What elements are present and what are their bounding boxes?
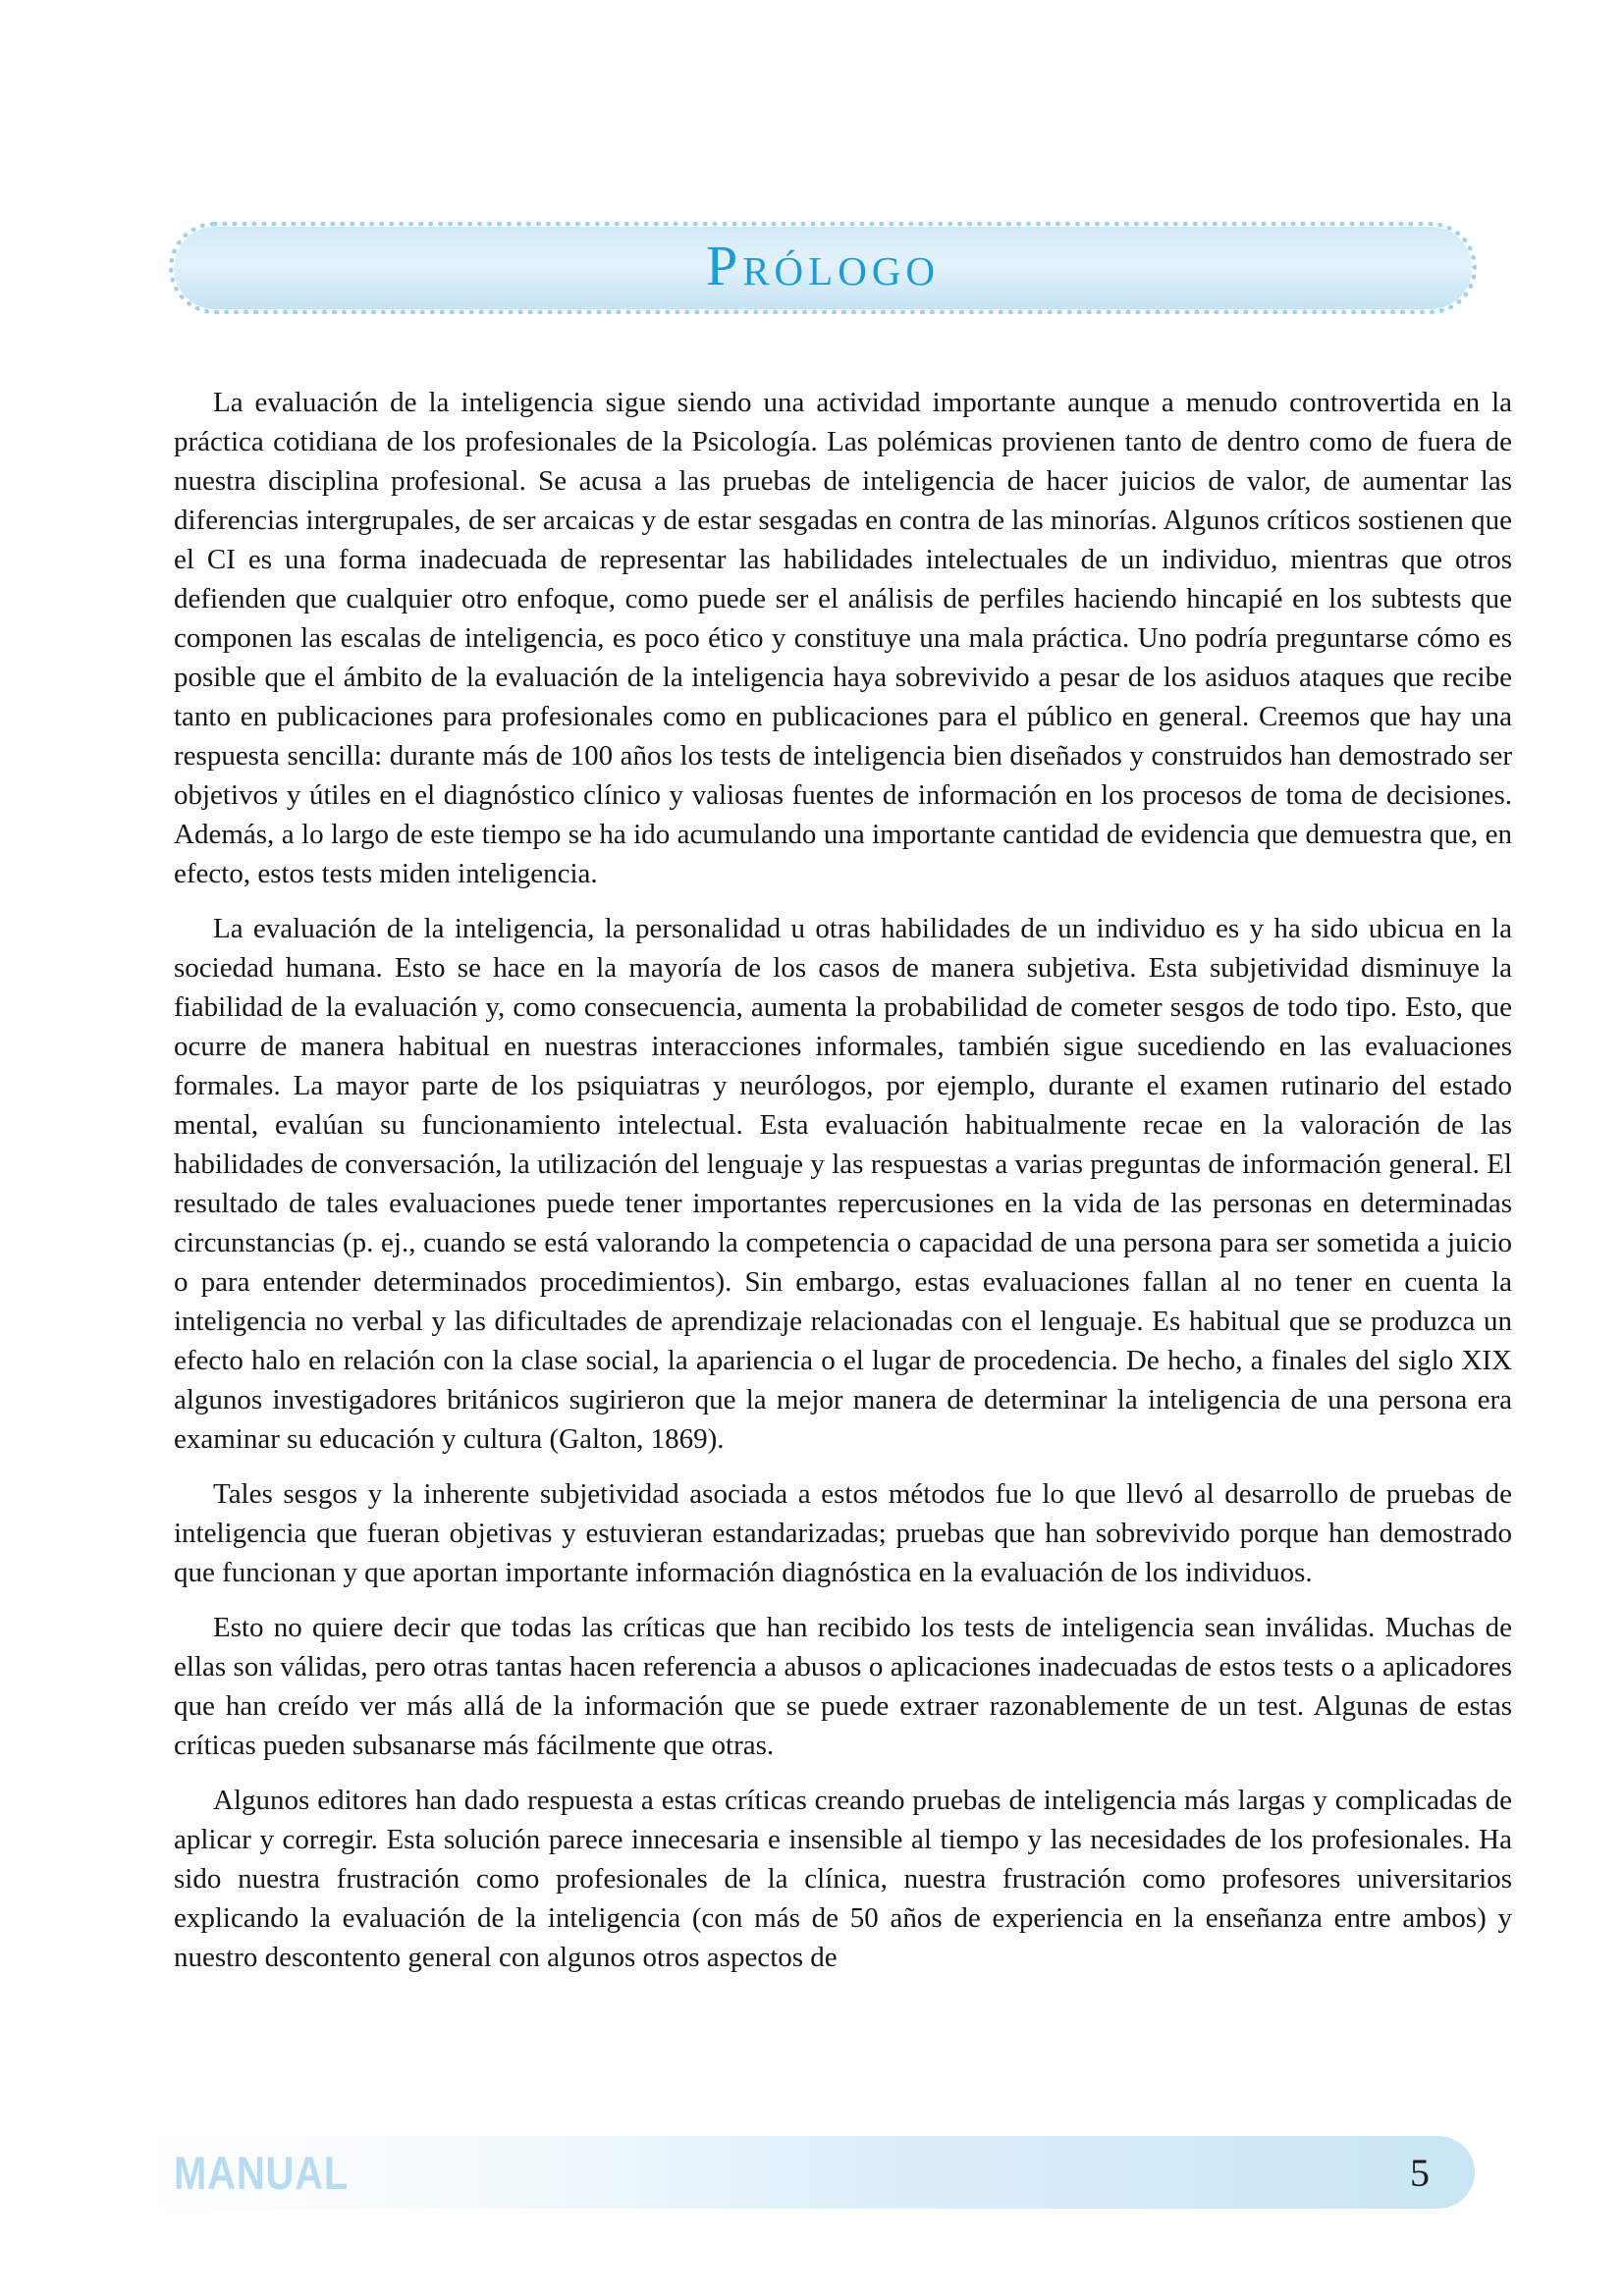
paragraph: Algunos editores han dado respuesta a estas críticas creando pruebas de inteligencia más largas y complicadas de aplicar y corregir. Esta solución parece innecesaria e insensible al tiempo y las necesidades de los profesionales. Ha sido nuestra frustración como profesionales de la clínica, nuestra frustración como profesores universitarios explicando la evaluación de la inteligencia (con más de 50 años de experiencia en la enseñanza entre ambos) y nuestro descontento general con algunos otros aspectos de [174,1785,1512,1973]
paragraph: Tales sesgos y la inherente subjetividad asociada a estos métodos fue lo que llevó al desarrollo de pruebas de inteligencia que fueran objetivas y estuvieran estandarizadas; pruebas que han sobrevivido porque han demostrado que funcionan y que aportan importante información diagnóstica en la evaluación de los individuos. [174,1478,1512,1588]
page-title: Prólogo [705,234,941,297]
chapter-header-banner [169,222,1477,314]
footer-bar [137,2136,1475,2209]
body-text [174,383,1512,1993]
paragraph: La evaluación de la inteligencia sigue siendo una actividad importante aunque a menudo controvertida en la práctica cotidiana de los profesionales de la Psicología. Las polémicas provienen tanto de dentro como de fuera de nuestra disciplina profesional. Se acusa a las pruebas de inteligencia de hacer juicios de valor, de aumentar las diferencias intergrupales, de ser arcaicas y de estar sesgadas en contra de las minorías. Algunos críticos sostienen que el CI es una forma inadecuada de representar las habilidades intelectuales de un individuo, mientras que otros defienden que cualquier otro enfoque, como puede ser el análisis de perfiles haciendo hincapié en los subtests que componen las escalas de inteligencia, es poco ético y constituye una mala práctica. Uno podría preguntarse cómo es posible que el ámbito de la evaluación de la inteligencia haya sobrevivido a pesar de los asiduos ataques que recibe tanto en publicaciones para profesionales como en publicaciones para el público en general. Creemos que hay una respuesta sencilla: durante más de 100 años los tests de inteligencia bien diseñados y construidos han demostrado ser objetivos y útiles en el diagnóstico clínico y valiosas fuentes de información en los procesos de toma de decisiones. Además, a lo largo de este tiempo se ha ido acumulando una importante cantidad de evidencia que demuestra que, en efecto, estos tests miden inteligencia. [174,387,1512,889]
page-number: 5 [1410,2150,1430,2195]
paragraph: Esto no quiere decir que todas las críticas que han recibido los tests de inteligencia sean inválidas. Muchas de ellas son válidas, pero otras tantas hacen referencia a abusos o aplicaciones inadecuadas de estos tests o a aplicadores que han creído ver más allá de la información que se puede extraer razonablemente de un test. Algunas de estas críticas pueden subsanarse más fácilmente que otras. [174,1612,1512,1761]
paragraph: La evaluación de la inteligencia, la personalidad u otras habilidades de un individuo es y ha sido ubicua en la sociedad humana. Esto se hace en la mayoría de los casos de manera subjetiva. Esta subjetividad disminuye la fiabilidad de la evaluación y, como consecuencia, aumenta la probabilidad de cometer sesgos de todo tipo. Esto, que ocurre de manera habitual en nuestras interacciones informales, también sigue sucediendo en las evaluaciones formales. La mayor parte de los psiquiatras y neurólogos, por ejemplo, durante el examen rutinario del estado mental, evalúan su funcionamiento intelectual. Esta evaluación habitualmente recae en la valoración de las habilidades de conversación, la utilización del lenguaje y las respuestas a varias preguntas de información general. El resultado de tales evaluaciones puede tener importantes repercusiones en la vida de las personas en determinadas circunstancias (p. ej., cuando se está valorando la competencia o capacidad de una persona para ser sometida a juicio o para entender determinados procedimientos). Sin embargo, estas evaluaciones fallan al no tener en cuenta la inteligencia no verbal y las dificultades de aprendizaje relacionadas con el lenguaje. Es habitual que se produzca un efecto halo en relación con la clase social, la apariencia o el lugar de procedencia. De hecho, a finales del siglo XIX algunos investigadores británicos sugirieron que la mejor manera de determinar la inteligencia de una persona era examinar su educación y cultura (Galton, 1869). [174,913,1512,1455]
footer-brand: MANUAL [174,2146,350,2199]
